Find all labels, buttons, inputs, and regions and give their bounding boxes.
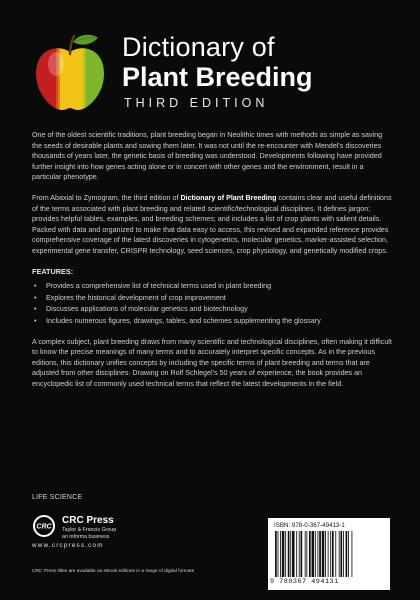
features-heading: FEATURES: — [32, 266, 74, 276]
feature-item: • Includes numerous figures, drawings, tables, and schemes supplementing the glossary — [32, 316, 392, 327]
barcode-bar — [322, 531, 325, 577]
feature-item: • Discusses applications of molecular genetics and biotechnology — [32, 304, 392, 315]
isbn-label: ISBN: 978-0-367-49413-1 — [274, 522, 345, 529]
barcode-bar — [306, 531, 307, 577]
book-title-line2: Plant Breeding — [122, 62, 313, 92]
barcode-bar — [343, 531, 344, 577]
barcode-bar — [315, 531, 316, 577]
barcode-bar — [275, 531, 277, 577]
barcode-bar — [301, 531, 303, 577]
barcode-bar — [346, 531, 348, 577]
barcode-bar — [348, 531, 349, 577]
barcode-bar — [339, 531, 340, 577]
crc-press-logo-icon — [32, 514, 56, 538]
publisher-name: CRC Press — [62, 515, 114, 526]
blurb-body — [32, 130, 392, 399]
barcode-bar — [288, 531, 290, 577]
barcode-bar — [309, 531, 311, 577]
barcode-bar — [278, 531, 279, 577]
barcode-bar — [282, 531, 285, 577]
description-paragraph — [32, 193, 392, 257]
barcode-bar — [299, 531, 300, 577]
description-text-after: contains clear and useful definitions of the terms associated with plant breeding and related scientific/technological disciplines. It defines jargon; provides helpful tables, examples, and breeding schemes; and includes a list of crop plants with salient details. Packed with data and organized to make that data easy to access, this revised and expanded reference provides comprehensive coverage of the latest discoveries in cytogenetics, molecular genetics, marker-assisted selection, experimental gene transfer, CRISPR technology, seed sciences, crop physiology, and genetically modified crops. — [32, 193, 392, 255]
crc-logo-text: CRC — [36, 523, 52, 531]
features-list — [32, 281, 392, 326]
publisher-group-line1: Taylor & Francis Group — [62, 527, 117, 533]
book-title-line1: Dictionary of — [122, 32, 275, 62]
barcode-bar — [290, 531, 291, 577]
feature-item: • Explores the historical development of crop improvement — [32, 293, 392, 304]
barcode-bar — [330, 531, 331, 577]
barcode-panel — [268, 518, 390, 590]
barcode-bar — [325, 531, 326, 577]
barcode-bar — [332, 531, 334, 577]
barcode-bar — [296, 531, 297, 577]
publisher-block — [32, 514, 192, 554]
subject-category: LIFE SCIENCE — [32, 494, 83, 501]
barcode-number: 9 780367 494131 — [270, 578, 339, 586]
barcode-graphic — [274, 531, 384, 577]
publisher-group — [62, 527, 116, 540]
closing-paragraph: A complex subject, plant breeding draws from many scientific and technological disciplines, often making it difficult to know the precise meanings of many terms and to accurately interpret specific concepts. As in the previous editions, this dictionary unifies concepts by including the specific terms of plant breeding and terms that are adjusted from other disciplines. Drawing on Rolf Schlegel's 50 years of experience, the book provides an encyclopedic list of commonly used technical terms that reflect the latest developments in the field. — [32, 337, 392, 388]
feature-item: • Provides a comprehensive list of technical terms used in plant breeding — [32, 281, 392, 292]
edition-label: THIRD EDITION — [124, 96, 269, 110]
description-text-before: From Abaxial to Zymogram, the third edition of — [32, 193, 181, 202]
publisher-url: www.crcpress.com — [32, 542, 104, 549]
barcode-bar — [352, 531, 353, 577]
publisher-group-line2: an informa business — [62, 533, 110, 540]
title-block — [122, 32, 414, 110]
barcode-bar — [319, 531, 321, 577]
intro-paragraph: One of the oldest scientific traditions, plant breeding began in Neolithic times with methods as simple as saving the seeds of desirable plants and sowing them later. It was not until the re-encounter with Mendel's discoveries thousands of years later, the genetic basis of breeding was understood. Developments following have provided further insight into how genes acting alone or in concert with other genes and the environment, result in a particular phenotype. — [32, 131, 383, 182]
barcode-bar — [285, 531, 286, 577]
barcode-bar — [312, 531, 315, 577]
barcode-bar — [292, 531, 295, 577]
barcode-bar — [335, 531, 336, 577]
apple-icon — [28, 30, 112, 114]
barcode-bar — [328, 531, 329, 577]
cover-header — [0, 0, 420, 128]
barcode-bar — [318, 531, 319, 577]
ebook-footnote: CRC Press titles are available as eBook editions in a range of digital formats — [32, 569, 195, 574]
barcode-bar — [280, 531, 281, 577]
description-book-title: Dictionary of Plant Breeding — [180, 193, 277, 202]
barcode-bar — [305, 531, 306, 577]
barcode-bar — [340, 531, 342, 577]
